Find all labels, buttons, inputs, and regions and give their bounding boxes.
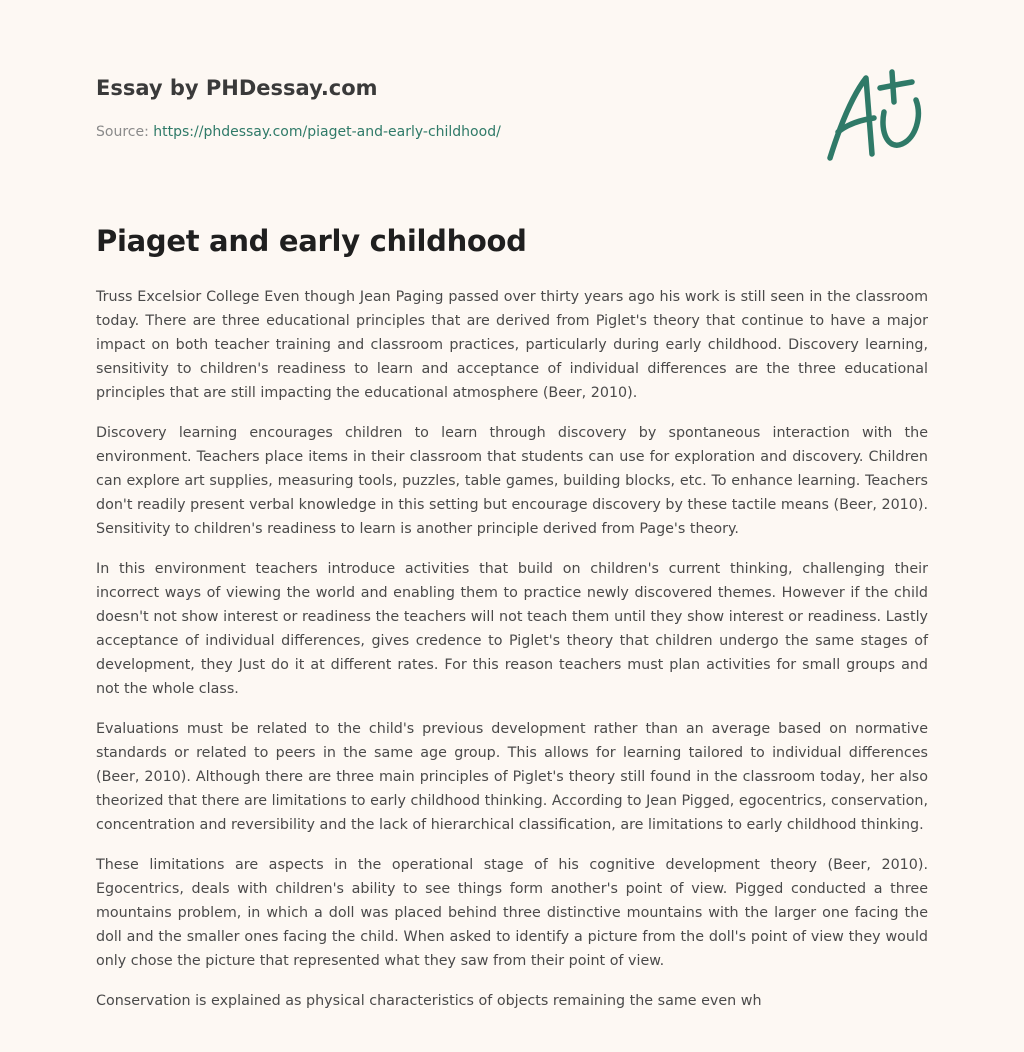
essay-paragraph: In this environment teachers introduce activities that build on children's current thinking, challenging their incorrect ways of viewing the world and enabling them to practice newly discovered themes. However if the child doesn't not show interest or readiness the teachers will not teach them until they show interest or readiness. Lastly acceptance of individual differences, gives credence to Piglet's theory that children undergo the same stages of development, they Just do it at different rates. For this reason teachers must plan activities for small groups and not the whole class. xyxy=(96,561,928,697)
essay-paragraph: Discovery learning encourages children to learn through discovery by spontaneous interaction with the environment. Teachers place items in their classroom that students can use for exploration and discovery. Children can explore art supplies, measuring tools, puzzles, table games, building blocks, etc. To enhance learning. Teachers don't readily present verbal knowledge in this setting but encourage discovery by these tactile means (Beer, 2010). Sensitivity to children's readiness to learn is another principle derived from Page's theory. xyxy=(96,425,928,537)
essay-paragraph: Evaluations must be related to the child's previous development rather than an average based on normative standards or related to peers in the same age group. This allows for learning tailored to individual differences (Beer, 2010). Although there are three main principles of Piglet's theory still found in the classroom today, her also theorized that there are limitations to early childhood thinking. According to Jean Pigged, egocentrics, conservation, concentration and reversibility and the lack of hierarchical classification, are limitations to early childhood thinking. xyxy=(96,721,928,833)
source-link[interactable]: https://phdessay.com/piaget-and-early-childhood/ xyxy=(153,124,501,140)
source-label: Source: xyxy=(96,124,154,140)
essay-paragraph: These limitations are aspects in the operational stage of his cognitive development theory (Beer, 2010). Egocentrics, deals with children's ability to see things form another's point of view. Pigged conducted a three mountains problem, in which a doll was placed behind three distinctive mountains with the larger one facing the doll and the smaller ones facing the child. When asked to identify a picture from the doll's point of view they would only chose the picture that represented what they saw from their point of view. xyxy=(96,857,928,969)
a-plus-grade-icon xyxy=(818,66,930,166)
essay-body xyxy=(96,285,928,1029)
essay-paragraph: Conservation is explained as physical characteristics of objects remaining the same even wh xyxy=(96,993,762,1009)
brand-title: Essay by PHDessay.com xyxy=(96,76,378,100)
essay-title: Piaget and early childhood xyxy=(96,224,527,258)
source-line xyxy=(96,124,501,140)
essay-paragraph: Truss Excelsior College Even though Jean Paging passed over thirty years ago his work is still seen in the classroom today. There are three educational principles that are derived from Piglet's theory that continue to have a major impact on both teacher training and classroom practices, particularly during early childhood. Discovery learning, sensitivity to children's readiness to learn and acceptance of individual differences are the three educational principles that are still impacting the educational atmosphere (Beer, 2010). xyxy=(96,289,928,401)
